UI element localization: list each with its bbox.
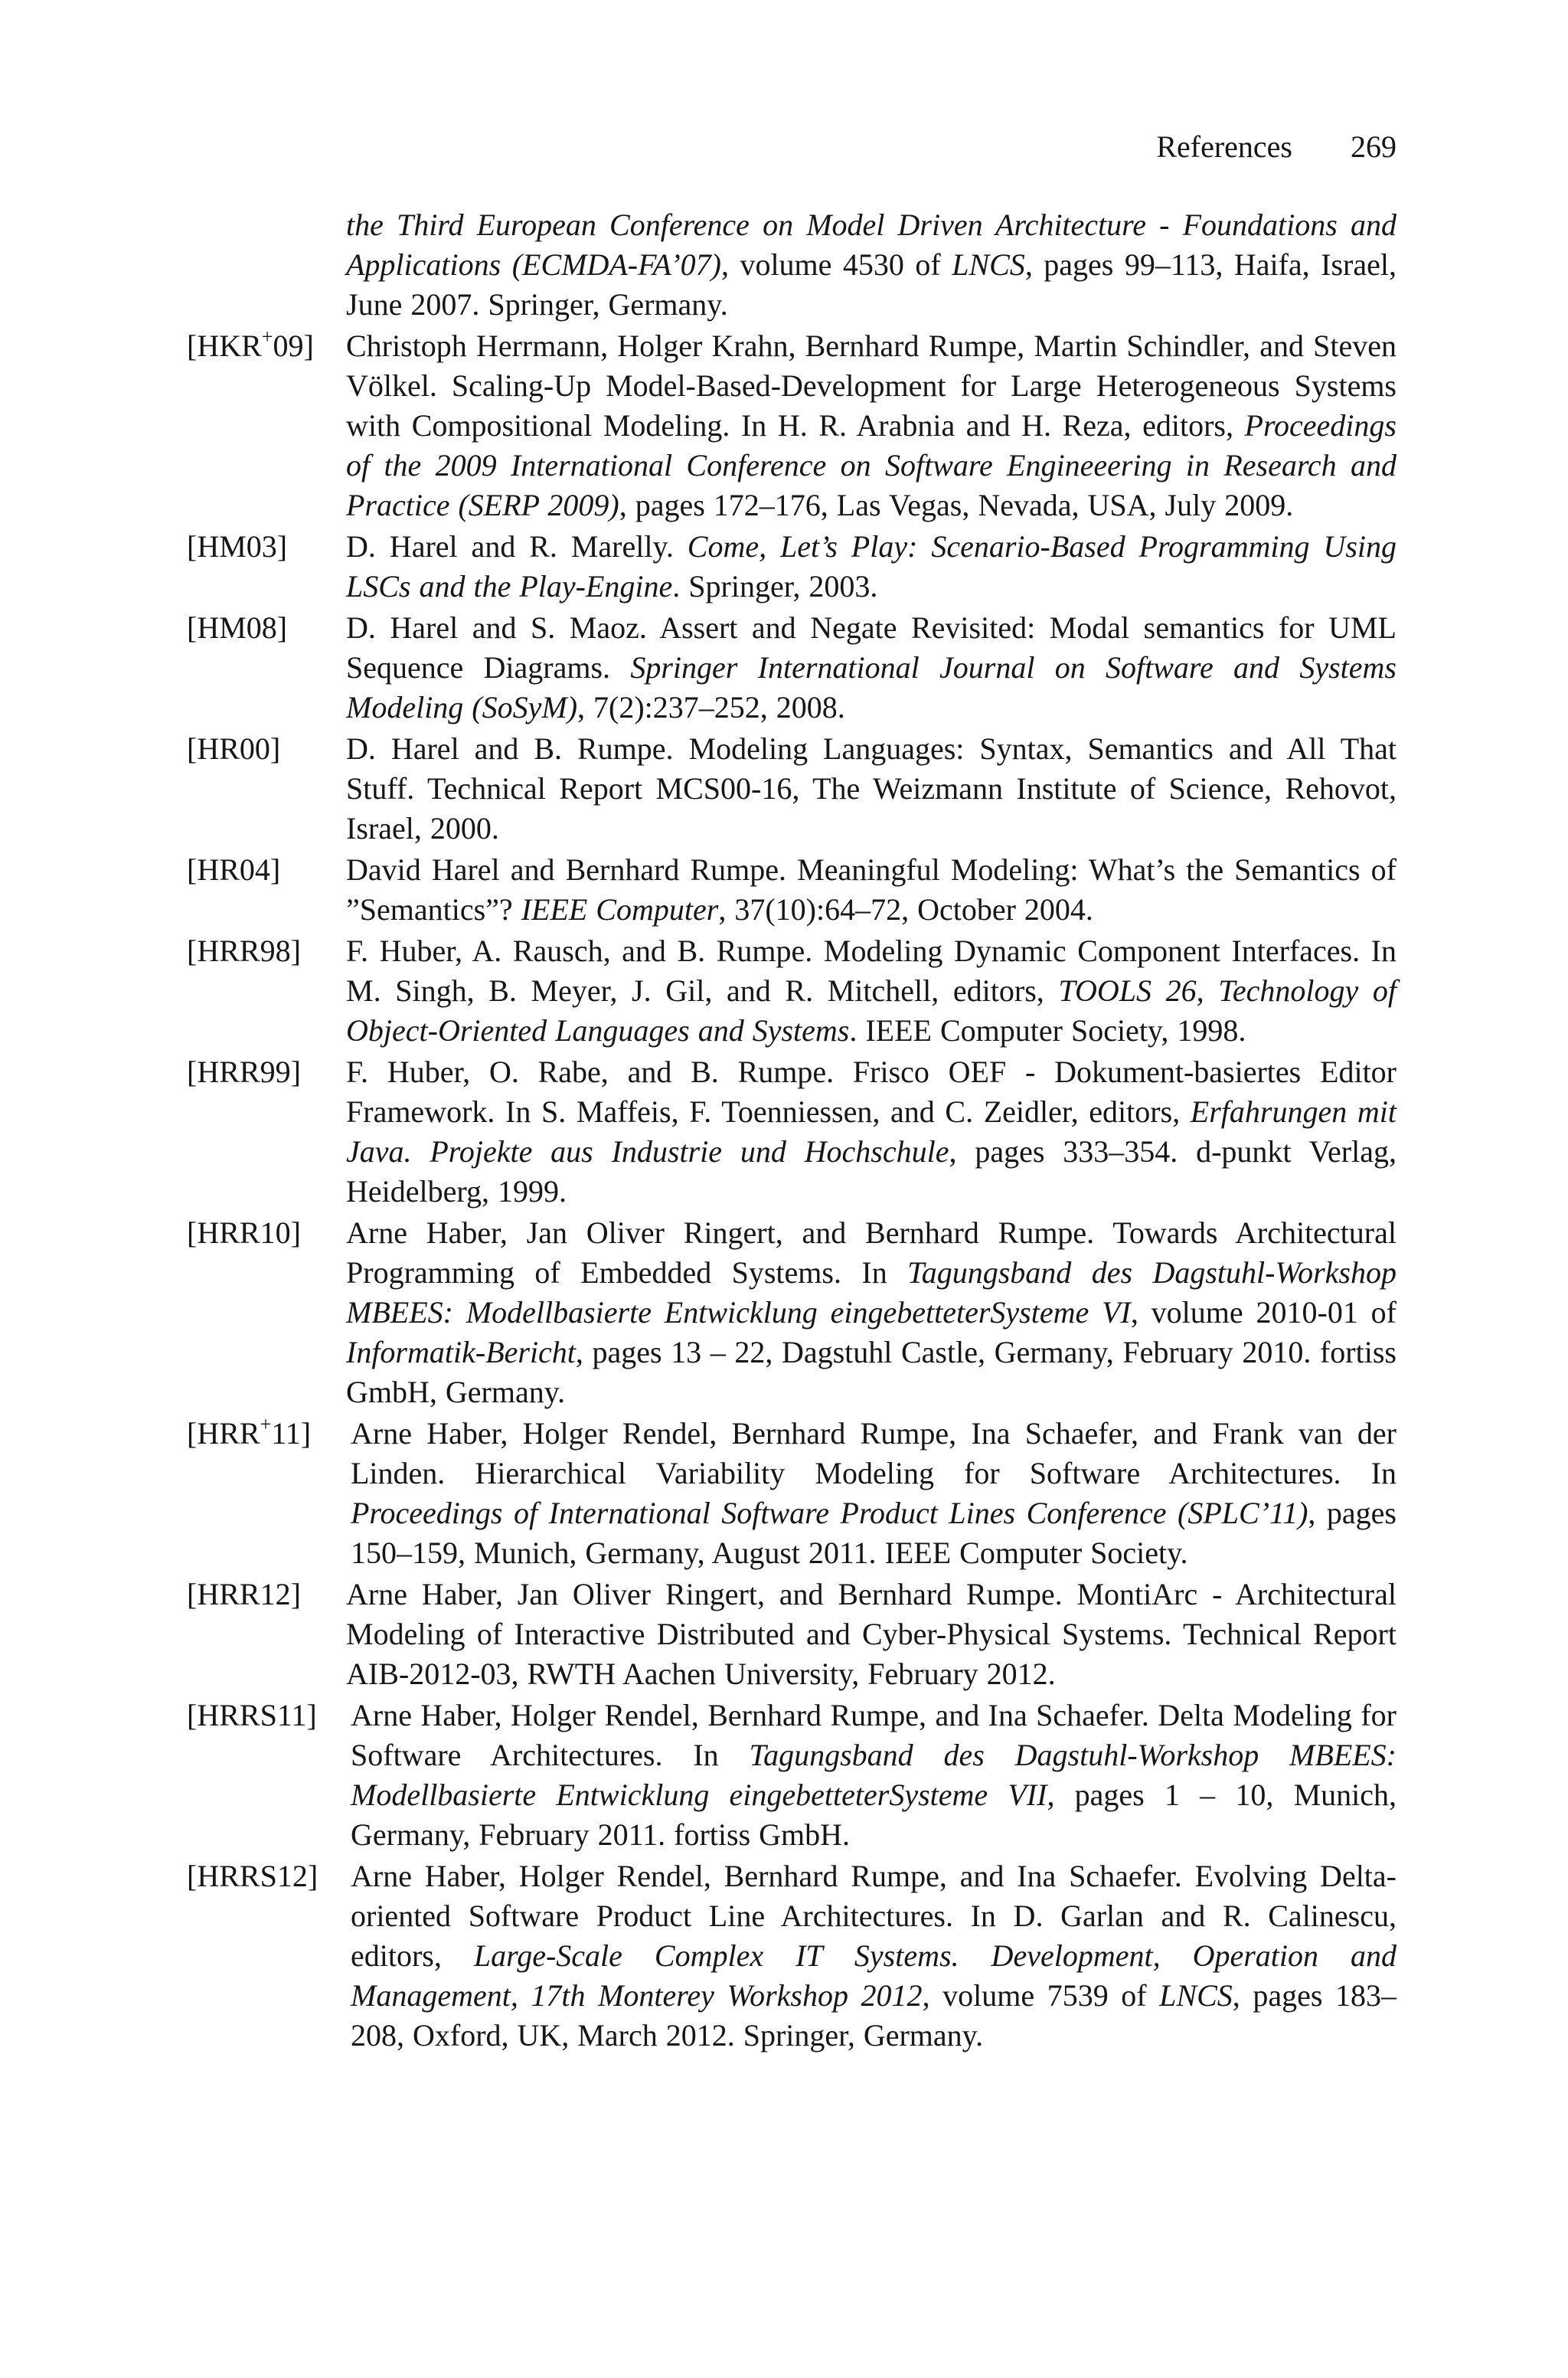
reference-text-segment: Christoph Herrmann, Holger Krahn, Bernhard Rumpe, Martin Schindler, and Steven Völkel. Scaling-Up Model-Based-Development for Large Heterogeneous Systems with Compositional Modeling. In H. R. Arabnia and H. Reza, editors, (346, 329, 1396, 443)
reference-text (346, 852, 1396, 927)
reference-entry (187, 1856, 1396, 2056)
reference-title-italic: Large-Scale Complex IT Systems. Development, Operation and Management, 17th Monterey Workshop 2012 (351, 1938, 1396, 2013)
reference-key: [HM08] (187, 610, 288, 645)
reference-text-segment: D. Harel and B. Rumpe. Modeling Languages: Syntax, Semantics and All That Stuff. Technical Report MCS00-16, The Weizmann Institute of Science, Rehovot, Israel, 2000. (346, 731, 1396, 846)
reference-key: [HKR+09] (187, 325, 314, 363)
reference-text (346, 610, 1396, 725)
reference-text-segment: , volume 7539 of (922, 1978, 1160, 2013)
reference-entry (187, 1696, 1396, 1855)
running-header (0, 129, 1396, 165)
reference-text-segment: F. Huber, O. Rabe, and B. Rumpe. Frisco OEF - Dokument-basiertes Editor Framework. In S. Maffeis, F. Toenniessen, and C. Zeidler, editors, (346, 1055, 1396, 1129)
reference-text-segment: , pages 13 – 22, Dagstuhl Castle, Germany, February 2010. fortiss GmbH, Germany. (346, 1335, 1396, 1409)
reference-text-segment: . IEEE Computer Society, 1998. (849, 1013, 1246, 1048)
reference-text-segment: , pages 150–159, Munich, Germany, August 2011. IEEE Computer Society. (351, 1496, 1396, 1570)
reference-text-segment: , pages 172–176, Las Vegas, Nevada, USA, July 2009. (619, 488, 1294, 522)
reference-title-italic: TOOLS 26, Technology of Object-Oriented Languages and Systems (346, 973, 1397, 1048)
reference-text-segment: D. Harel and R. Marelly. (346, 529, 688, 564)
reference-title-italic: Proceedings of the 2009 International Conference on Software Engineeering in Research and Practice (SERP 2009) (346, 408, 1396, 522)
reference-title-italic: Informatik-Bericht (346, 1335, 576, 1369)
reference-text-segment: Arne Haber, Holger Rendel, Bernhard Rumpe, Ina Schaefer, and Frank van der Linden. Hierarchical Variability Modeling for Software Architectures. In (351, 1416, 1396, 1490)
reference-text (346, 1055, 1396, 1209)
reference-title-italic: Come, Let’s Play: Scenario-Based Programming Using LSCs and the Play-Engine (346, 529, 1396, 603)
reference-text-segment: . Springer, 2003. (672, 569, 878, 603)
reference-title-italic: IEEE Computer (521, 892, 719, 927)
reference-entry (187, 931, 1396, 1051)
reference-text-segment: Arne Haber, Holger Rendel, Bernhard Rumpe, and Ina Schaefer. Evolving Delta-oriented Software Product Line Architectures. In D. Garlan and R. Calinescu, editors, (351, 1859, 1396, 1973)
reference-entry (187, 527, 1396, 607)
reference-text (351, 1859, 1396, 2053)
reference-title-italic: Erfahrungen mit Java. Projekte aus Industrie und Hochschule (346, 1094, 1396, 1169)
reference-entry (187, 326, 1396, 525)
reference-key: [HRRS11] (187, 1698, 317, 1732)
reference-title-italic: LNCS (1159, 1978, 1233, 2013)
reference-key: [HRR99] (187, 1055, 301, 1089)
reference-title-italic: Proceedings of International Software Product Lines Conference (SPLC’11) (351, 1496, 1308, 1530)
reference-text (351, 1698, 1396, 1852)
reference-text-segment: , volume 4530 of (720, 247, 952, 282)
reference-title-italic: the Third European Conference on Model Driven Architecture - Foundations and Applications (ECMDA-FA’07) (346, 208, 1396, 282)
reference-text (346, 208, 1396, 322)
reference-text (346, 731, 1396, 846)
reference-text-segment: , pages 183–208, Oxford, UK, March 2012. Springer, Germany. (351, 1978, 1397, 2053)
reference-text-segment: , pages 99–113, Haifa, Israel, June 2007. Springer, Germany. (346, 247, 1396, 322)
reference-entry (187, 1052, 1396, 1212)
reference-entry (187, 608, 1396, 728)
reference-title-italic: LNCS (952, 247, 1025, 282)
reference-text-segment: , 7(2):237–252, 2008. (577, 690, 845, 725)
reference-entry (187, 1575, 1396, 1694)
reference-entry (187, 850, 1396, 930)
reference-text-segment: , volume 2010-01 of (1130, 1295, 1396, 1330)
reference-key: [HRR12] (187, 1577, 301, 1611)
running-header-title: References (1156, 129, 1292, 164)
reference-title-italic: Tagungsband des Dagstuhl-Workshop MBEES: Modellbasierte Entwicklung eingebetteterSysteme VI (346, 1255, 1396, 1330)
reference-text (346, 529, 1396, 603)
reference-text (346, 1577, 1396, 1691)
reference-entry (187, 729, 1396, 849)
page-number: 269 (1351, 129, 1396, 164)
reference-text-segment: , 37(10):64–72, October 2004. (718, 892, 1093, 927)
reference-entry (187, 1213, 1396, 1412)
reference-text-segment: D. Harel and S. Maoz. Assert and Negate Revisited: Modal semantics for UML Sequence Diagrams. (346, 610, 1396, 685)
reference-text-segment: Arne Haber, Holger Rendel, Bernhard Rumpe, and Ina Schaefer. Delta Modeling for Software Architectures. In (351, 1698, 1396, 1772)
reference-title-italic: Springer International Journal on Software and Systems Modeling (SoSyM) (346, 650, 1396, 725)
reference-key: [HRR+11] (187, 1413, 312, 1451)
reference-text-segment: , pages 333–354. d-punkt Verlag, Heidelberg, 1999. (346, 1134, 1396, 1209)
reference-text-segment: Arne Haber, Jan Oliver Ringert, and Bernhard Rumpe. Towards Architectural Programming of Embedded Systems. In (346, 1215, 1396, 1290)
reference-text (346, 1215, 1396, 1409)
reference-key: [HM03] (187, 529, 288, 564)
reference-text (346, 934, 1396, 1048)
reference-list (187, 205, 1396, 2056)
reference-key: [HR04] (187, 852, 281, 887)
reference-text-segment: David Harel and Bernhard Rumpe. Meaningful Modeling: What’s the Semantics of ”Semantics”? (346, 852, 1396, 927)
reference-key: [HRR98] (187, 934, 301, 968)
reference-text (346, 329, 1396, 522)
reference-key: [HRRS12] (187, 1859, 318, 1893)
reference-text-segment: , pages 1 – 10, Munich, Germany, February 2011. fortiss GmbH. (351, 1778, 1396, 1852)
reference-key: [HR00] (187, 731, 281, 766)
reference-text-segment: F. Huber, A. Rausch, and B. Rumpe. Modeling Dynamic Component Interfaces. In M. Singh, B. Meyer, J. Gil, and R. Mitchell, editors, (346, 934, 1396, 1008)
reference-text (351, 1416, 1396, 1570)
reference-key: [HRR10] (187, 1215, 301, 1250)
reference-title-italic: Tagungsband des Dagstuhl-Workshop MBEES: Modellbasierte Entwicklung eingebetteterSysteme VII (351, 1738, 1396, 1812)
reference-entry (187, 205, 1396, 325)
reference-text-segment: Arne Haber, Jan Oliver Ringert, and Bernhard Rumpe. MontiArc - Architectural Modeling of Interactive Distributed and Cyber-Physical Systems. Technical Report AIB-2012-03, RWTH Aachen University, February 2012. (346, 1577, 1396, 1691)
reference-entry (187, 1414, 1396, 1573)
